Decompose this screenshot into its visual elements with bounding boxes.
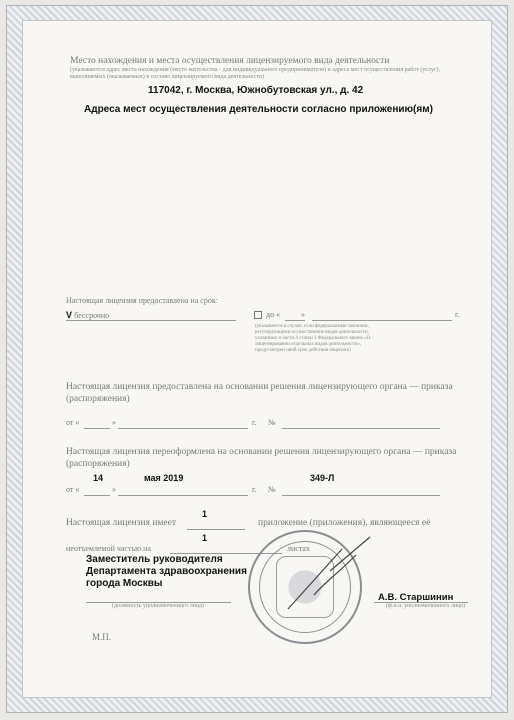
- signatory-name: А.В. Старшинин: [378, 592, 454, 603]
- signatory-position: Заместитель руководителя Департамента здравоохранения города Москвы: [86, 554, 247, 589]
- reissue-date-prefix: от «: [66, 485, 80, 494]
- location-heading: Место нахождения и места осуществления лицензируемого вида деятельности: [70, 56, 390, 66]
- name-note: (ф.и.о. уполномоченного лица): [386, 603, 465, 609]
- reissue-year-suffix: г.: [252, 485, 257, 494]
- indefinite-underline: [66, 320, 236, 321]
- sheets-count: 1: [202, 533, 208, 543]
- stamp-place-label: М.П.: [92, 632, 112, 642]
- reissue-month-year: мая 2019: [144, 473, 184, 483]
- until-year-suffix: г.: [455, 310, 460, 319]
- appendix-count-line: [187, 529, 245, 530]
- appendix-text-after: приложение (приложения), являющееся её: [258, 518, 431, 528]
- until-date-option: до «: [254, 310, 280, 319]
- reissue-number-prefix: №: [268, 485, 276, 494]
- basis-year-suffix: г.: [252, 418, 257, 427]
- reissue-number: 349-Л: [310, 473, 335, 483]
- basis-day-line: [84, 428, 110, 429]
- sheets-text-after: листах: [287, 544, 310, 553]
- until-month-line: [312, 320, 452, 321]
- appendix-text-before: Настоящая лицензия имеет: [66, 518, 177, 528]
- indefinite-label: бессрочно: [74, 311, 110, 320]
- licensee-address: 117042, г. Москва, Южнобутовская ул., д. 42: [148, 85, 364, 96]
- reissue-heading: Настоящая лицензия переоформлена на основании решения лицензирующего органа — приказа (распоряжения): [66, 447, 457, 469]
- term-note: (указывается в случае, если федеральными законами, регулирующими осуществление видов деятельности, указанных в части 4 статьи 1 Федерального закона «О лицензировании отдельных видов деятельности», предусмотрен иной срок действия лицензии): [255, 324, 371, 353]
- until-date-mid: »: [301, 310, 305, 319]
- position-note: (должность уполномоченного лица): [112, 603, 204, 609]
- reissue-number-line: [282, 495, 440, 496]
- basis-month-line: [118, 428, 248, 429]
- until-checkbox: [254, 311, 262, 319]
- indefinite-option: [66, 310, 109, 320]
- basis-date-prefix: от «: [66, 418, 80, 427]
- basis-number-line: [282, 428, 440, 429]
- basis-date-mid: »: [112, 418, 116, 427]
- sheets-text-before: неотъемлемой частью на: [66, 544, 151, 553]
- indefinite-check-mark: V: [66, 310, 73, 320]
- basis-number-prefix: №: [268, 418, 276, 427]
- reissue-day: 14: [93, 473, 104, 483]
- reissue-date-mid: »: [112, 485, 116, 494]
- reissue-month-line: [118, 495, 248, 496]
- appendix-count: 1: [202, 509, 208, 519]
- reissue-day-line: [84, 495, 110, 496]
- until-day-line: [285, 320, 305, 321]
- addresses-note: Адреса мест осуществления деятельности согласно приложению(ям): [84, 104, 433, 115]
- basis-heading: Настоящая лицензия предоставлена на основании решения лицензирующего органа — приказа (распоряжения): [66, 382, 453, 404]
- term-heading: Настоящая лицензия предоставлена на срок:: [66, 296, 218, 305]
- location-heading-note: (указываются адрес места нахождения (место жительства - для индивидуального предпринимателя) и адреса мест осуществления работ (услуг), выполняемых (оказываемых) в составе лицензируемого вида деятельности): [70, 67, 440, 80]
- handwritten-signature: [284, 535, 374, 615]
